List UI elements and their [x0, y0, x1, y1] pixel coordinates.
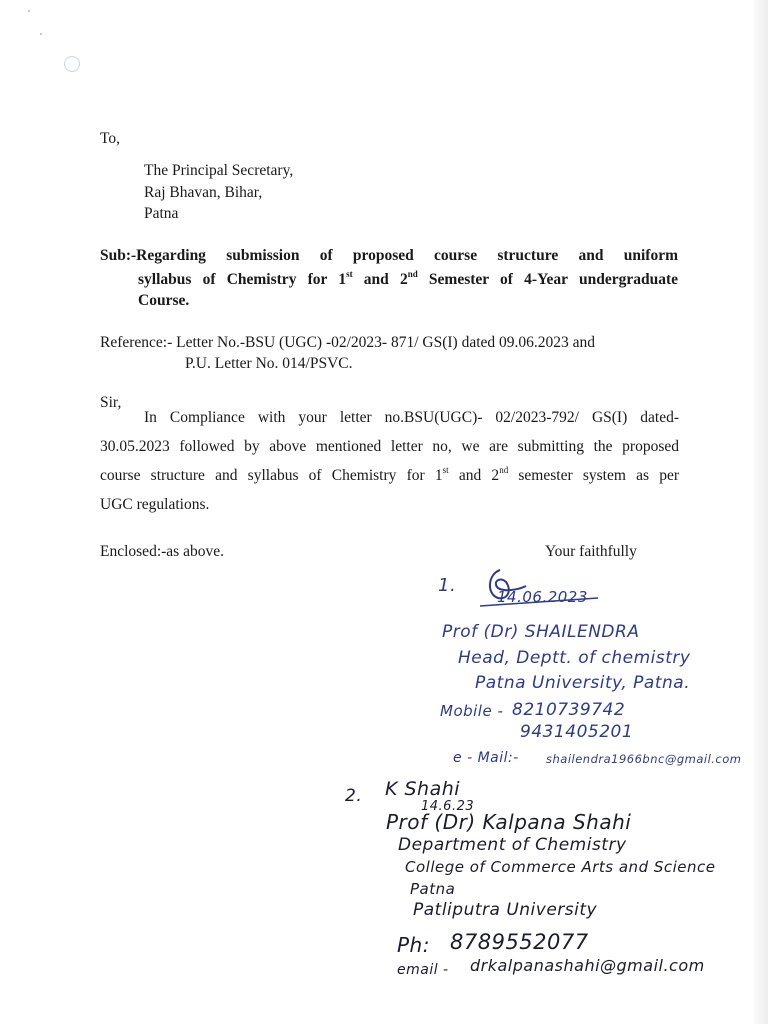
signatory-1-number: 1. — [438, 575, 457, 596]
signatory-1-designation: Head, Deptt. of chemistry — [458, 648, 691, 668]
signatory-1-email: shailendra1966bnc@gmail.com — [546, 752, 742, 766]
reference-line-1: Reference:- Letter No.-BSU (UGC) -02/2023- 871/ GS(I) dated 09.06.2023 and — [100, 334, 596, 351]
signatory-2-signature: K Shahi — [385, 778, 461, 800]
greeting: Sir, — [100, 394, 122, 411]
signatory-1-name: Prof (Dr) SHAILENDRA — [442, 622, 640, 642]
signatory-1-mobile-1: 8210739742 — [512, 700, 626, 720]
enclosed-note: Enclosed:-as above. — [100, 543, 224, 560]
signatory-2-number: 2. — [345, 786, 363, 806]
signatory-2-city: Patna — [410, 880, 456, 898]
signatory-2-email-label: email - — [397, 962, 449, 978]
punch-hole-mark — [64, 56, 80, 72]
signatory-2-email: drkalpanashahi@gmail.com — [470, 956, 705, 975]
subject-line-1: Sub:-Regarding submission of proposed course structure and uniform — [100, 247, 678, 264]
body-line-3: course structure and syllabus of Chemistry for 1st and 2nd semester system as per — [100, 464, 679, 484]
signatory-2-university: Patliputra University — [413, 900, 598, 920]
signatory-1-email-label: e - Mail:- — [453, 750, 519, 766]
recipient-line-3: Patna — [144, 205, 179, 222]
subject-line-3: Course. — [138, 292, 190, 309]
body-line-1: In Compliance with your letter no.BSU(UGC)- 02/2023-792/ GS(I) dated- — [144, 409, 679, 426]
scan-speck — [40, 33, 42, 35]
signatory-2-phone: 8789552077 — [450, 930, 589, 954]
salutation-to: To, — [100, 130, 121, 147]
reference-line-2: P.U. Letter No. 014/PSVC. — [185, 355, 353, 372]
body-line-2: 30.05.2023 followed by above mentioned letter no, we are submitting the proposed — [100, 438, 679, 455]
signatory-1-date: 14.06.2023 — [497, 588, 588, 606]
signatory-1-mobile-label: Mobile - — [440, 702, 504, 720]
scan-speck — [28, 10, 30, 12]
scan-edge — [754, 0, 768, 1024]
signatory-1-mobile-2: 9431405201 — [520, 722, 634, 742]
signatory-2-college: College of Commerce Arts and Science — [405, 858, 716, 876]
recipient-line-1: The Principal Secretary, — [144, 162, 294, 179]
signatory-2-department: Department of Chemistry — [398, 835, 627, 855]
recipient-line-2: Raj Bhavan, Bihar, — [144, 184, 263, 201]
body-line-4: UGC regulations. — [100, 496, 210, 513]
signatory-2-phone-label: Ph: — [397, 933, 430, 957]
closing: Your faithfully — [545, 543, 637, 560]
subject-line-2: syllabus of Chemistry for 1st and 2nd Semester of 4-Year undergraduate — [138, 268, 678, 288]
signatory-2-name: Prof (Dr) Kalpana Shahi — [386, 810, 632, 834]
signatory-1-university: Patna University, Patna. — [475, 673, 691, 693]
signatory-2-date: 14.6.23 — [421, 799, 475, 814]
